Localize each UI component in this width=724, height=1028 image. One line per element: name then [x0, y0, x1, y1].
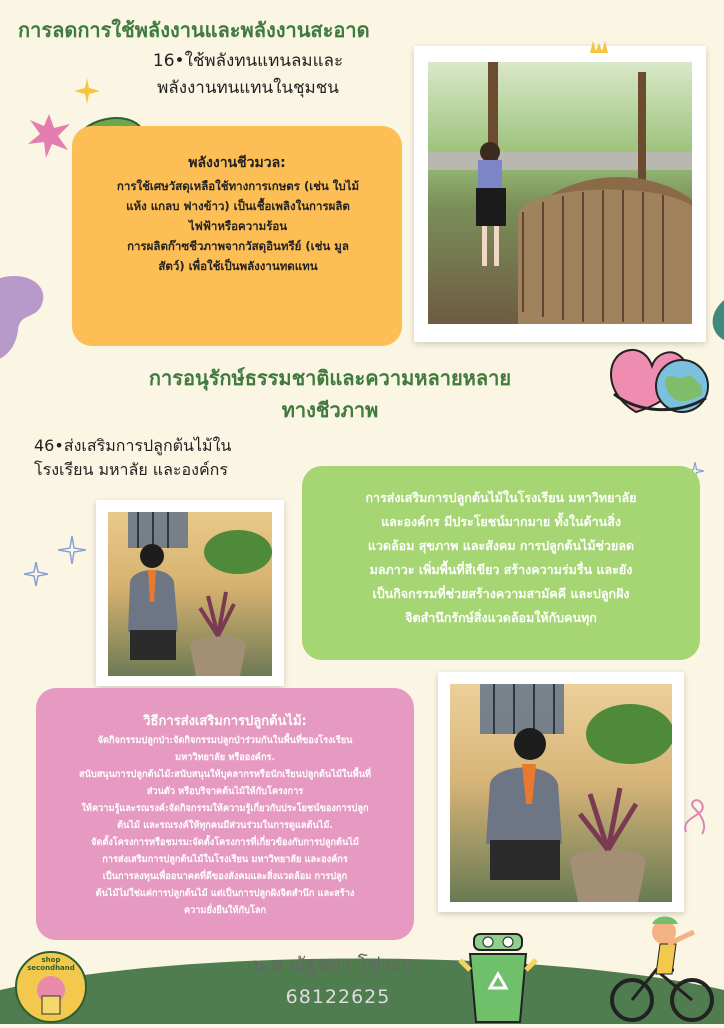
section2-title-line2: ทางชีวภาพ	[281, 398, 379, 422]
teal-blob-decoration	[706, 300, 724, 340]
photo-plant-pot-1	[96, 500, 284, 686]
sparkle-icon	[24, 562, 48, 586]
benefit-line: แวดล้อม สุขภาพ และสังคม การปลูกต้นไม้ช่วยลด	[367, 538, 635, 553]
method-line: การส่งเสริมการปลูกต้นไม้ในโรงเรียน มหาวิทยาลัย และองค์กร	[102, 854, 348, 865]
method-line: จัดตั้งโครงการหรือชมรม:จัดตั้งโครงการที่เกี่ยวข้องกับการปลูกต้นไม้	[91, 837, 359, 848]
method-line: ให้ความรู้และรณรงค์:จัดกิจกรรมให้ความรู้เกี่ยวกับประโยชน์ของการปลูก	[81, 803, 369, 814]
biomass-box-title: พลังงานชีวมวล:	[188, 155, 286, 171]
tree-planting-methods-title: วิธีการส่งเสริมการปลูกต้นไม้:	[143, 714, 307, 729]
biomass-line: แห้ง แกลบ ฟางข้าว) เป็นเชื้อเพลิงในการผลิต	[126, 199, 350, 213]
method-line: จัดกิจกรรมปลูกป่า:จัดกิจกรรมปลูกป่าร่วมกันในพื้นที่ของโรงเรียน	[97, 735, 353, 746]
section2-title-line1: การอนุรักษ์ธรรมชาติและความหลายหลาย	[148, 366, 512, 390]
section2-subtitle	[34, 434, 314, 482]
section1-subtitle	[128, 48, 368, 102]
biomass-line: การผลิตก๊าซชีวภาพจากวัสดุอินทรีย์ (เช่น มูล	[127, 239, 349, 253]
section1-subtitle-line1: 16•ใช้พลังทนแทนลมและ	[152, 51, 344, 71]
biomass-line: สัตว์) เพื่อใช้เป็นพลังงานทดแทน	[158, 259, 318, 273]
swirl-decoration	[682, 796, 710, 836]
section2-subtitle-line2: โรงเรียน มหาลัย และองค์กร	[34, 460, 228, 479]
method-line: มหาวิทยาลัย หรือองค์กร.	[175, 752, 275, 763]
purple-blob-decoration	[0, 272, 48, 362]
author-name: น.ส ณัฐชยา โข่วะกา	[252, 954, 424, 976]
method-line: ความยั่งยืนให้กับโลก	[183, 905, 267, 916]
photo-compost-bin	[414, 46, 706, 342]
method-line: ต้นไม้ และรณรงค์ให้ทุกคนมีส่วนร่วมในการดูแลต้นไม้.	[117, 820, 333, 831]
benefit-line: จิตสำนึกรักษ์สิ่งแวดล้อมให้กับคนทุก	[405, 610, 597, 625]
section1-subtitle-line2: พลังงานทนแทนในชุมชน	[157, 78, 339, 98]
sparkle-icon	[58, 536, 86, 564]
photo-plant-pot-2	[438, 672, 684, 912]
method-line: สนับสนุนการปลูกต้นไม้:สนับสนุนให้บุคลากรหรือนักเรียนปลูกต้นไม้ในพื้นที่	[78, 769, 372, 780]
shop-secondhand-sticker	[14, 950, 88, 1024]
biomass-line: ไฟฟ้าหรือความร้อน	[188, 219, 288, 233]
shop-secondhand-text: shop secondhand	[27, 956, 75, 972]
photo-plant-pot-2-image	[450, 684, 672, 902]
cyclist-sticker	[606, 914, 714, 1024]
section2-subtitle-line1: 46•ส่งเสริมการปลูกต้นไม้ใน	[34, 436, 232, 455]
photo-compost-bin-image	[428, 62, 692, 324]
benefit-line: มลภาวะ เพิ่มพื้นที่สีเขียว สร้างความร่มรื่น และยัง	[369, 562, 633, 577]
tree-planting-methods-text	[40, 732, 410, 919]
method-line: ต้นไม้ไม่ใช่แค่การปลูกต้นไม้ แต่เป็นการปลูกฝังจิตสำนึก และสร้าง	[95, 888, 355, 899]
earth-heart-sticker	[606, 342, 712, 420]
benefit-line: และองค์กร มีประโยชน์มากมาย ทั้งในด้านสิ่ง	[381, 514, 621, 529]
section2-title	[80, 362, 580, 426]
sparkle-icon	[74, 78, 100, 104]
method-line: ส่วนตัว หรือบริจาคต้นไม้ให้กับโครงการ	[146, 786, 304, 797]
pink-star-icon	[26, 112, 72, 158]
benefit-line: การส่งเสริมการปลูกต้นไม้ในโรงเรียน มหาวิทยาลัย	[365, 490, 637, 505]
section1-title: การลดการใช้พลังงานและพลังงานสะอาด	[18, 18, 370, 42]
tree-planting-benefits-text	[308, 486, 694, 630]
biomass-box-text	[80, 176, 396, 276]
sparkle-icon	[590, 38, 608, 50]
recycle-bin-sticker	[456, 930, 540, 1024]
biomass-line: การใช้เศษวัสดุเหลือใช้ทางการเกษตร (เช่น ใบไม้	[116, 179, 360, 193]
photo-plant-pot-1-image	[108, 512, 272, 676]
method-line: เป็นการลงทุนเพื่ออนาคตที่ดีของสังคมและสิ่งแวดล้อม การปลูก	[102, 871, 348, 882]
student-id: 68122625	[285, 986, 391, 1008]
benefit-line: เป็นกิจกรรมที่ช่วยสร้างความสามัคคี และปลูกฝัง	[372, 586, 630, 601]
